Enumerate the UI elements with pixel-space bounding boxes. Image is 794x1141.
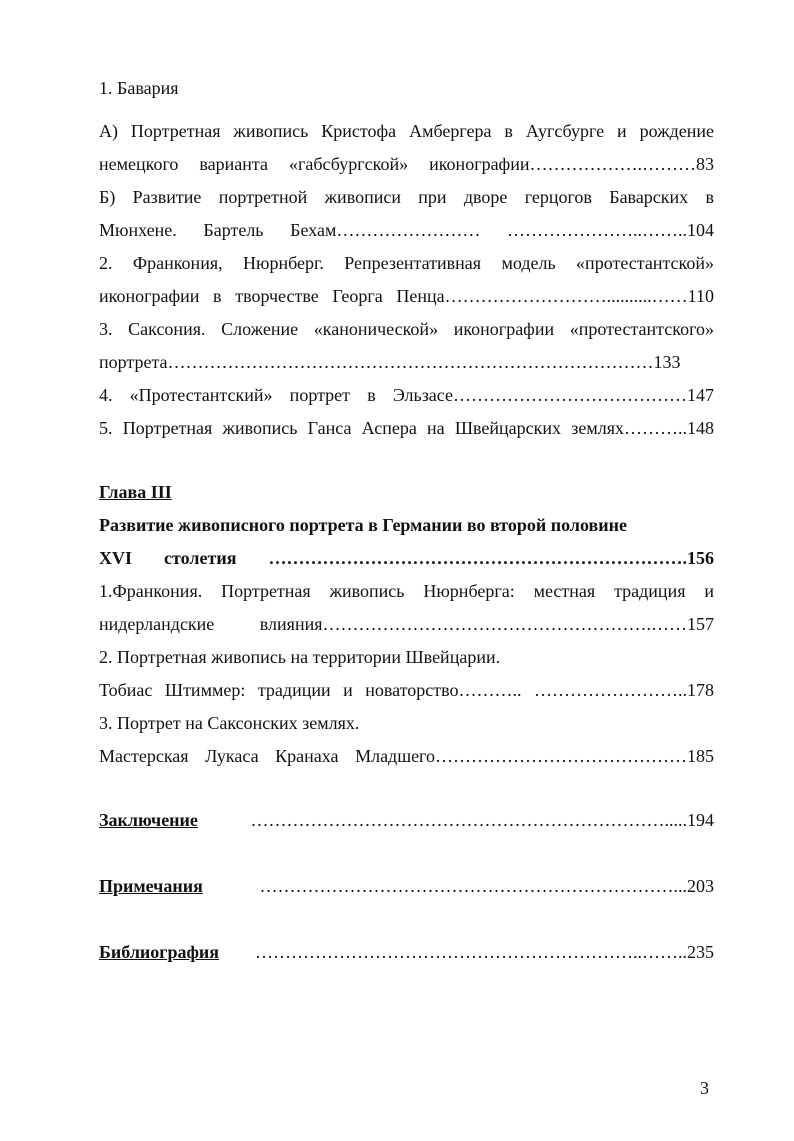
toc-line: 1.Франкония. Портретная живопись Нюрнберга: местная традиция и (99, 581, 714, 601)
toc-line: Б) Развитие портретной живописи при дворе герцогов Баварских в (99, 187, 714, 207)
toc-line: 4. «Протестантский» портрет в Эльзасе…………………………………147 (99, 385, 714, 405)
toc-line: 3. Портрет на Саксонских землях. (99, 713, 360, 733)
chapter-title: Развитие живописного портрета в Германии во второй половине (99, 515, 628, 535)
toc-line: Тобиас Штиммер: традиции и новаторство……….. ……………………..178 (99, 680, 714, 700)
toc-line: 2. Портретная живопись на территории Швейцарии. (99, 647, 501, 667)
toc-notes-label: Примечания (99, 876, 203, 896)
toc-line: нидерландские влияния……………………………………………….……157 (99, 614, 714, 634)
toc-line: А) Портретная живопись Кристофа Амбергера в Аугсбурге и рождение (99, 121, 714, 141)
toc-line: 5. Портретная живопись Ганса Аспера на Швейцарских землях………..148 (99, 418, 714, 438)
toc-line: немецкого варианта «габсбургской» иконографии……………….………83 (99, 154, 714, 174)
toc-line: 2. Франкония, Нюрнберг. Репрезентативная модель «протестантской» (99, 253, 714, 273)
chapter-title: XVI столетия …………………………………………………………….156 (99, 548, 714, 568)
page-number: 3 (700, 1078, 709, 1098)
toc-notes-row (99, 875, 714, 897)
toc-section-bavaria: 1. Бавария (99, 78, 179, 98)
toc-conclusion-leader: …………………………………………………………….....194 (250, 810, 714, 830)
toc-line: портрета………………………………………………………………………133 (99, 352, 681, 372)
toc-conclusion-row (99, 809, 714, 831)
toc-line: 3. Саксония. Сложение «канонической» иконографии «протестантского» (99, 319, 714, 339)
toc-line: иконографии в творчестве Георга Пенца………………………..........……110 (99, 286, 714, 306)
toc-line: Мастерская Лукаса Кранаха Младшего……………………………………185 (99, 746, 714, 766)
chapter-heading: Глава III (99, 482, 172, 502)
toc-conclusion-label: Заключение (99, 810, 198, 830)
toc-line: Мюнхене. Бартель Бехам…………………… …………………..……..104 (99, 220, 714, 240)
toc-bibliography-leader: ………………………………………………………..……..235 (255, 942, 714, 962)
toc-notes-leader: ……………………………………………………………...203 (259, 876, 714, 896)
toc-bibliography-row (99, 941, 714, 963)
toc-bibliography-label: Библиография (99, 942, 220, 962)
